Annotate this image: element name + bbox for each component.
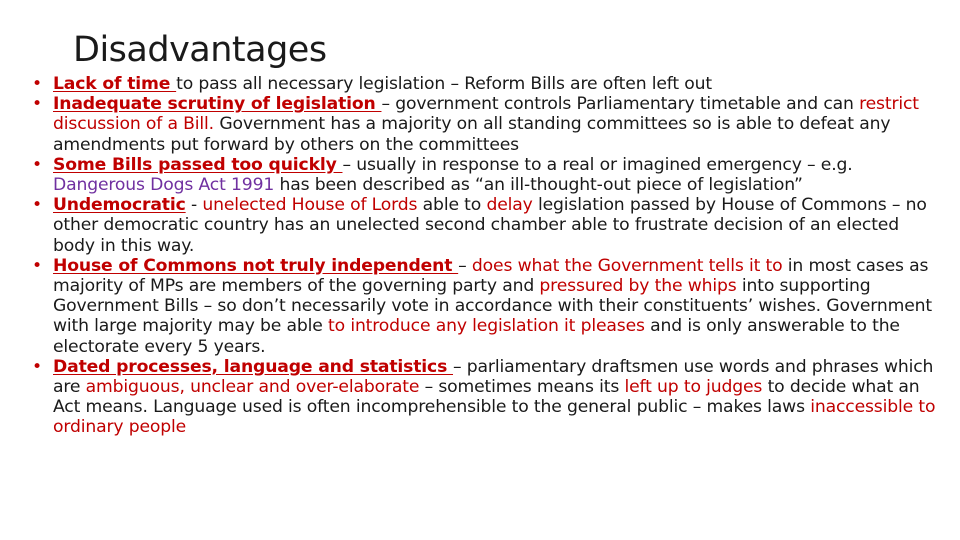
highlight-text: unelected House of Lords	[202, 195, 418, 216]
bullet-text: to pass all necessary legislation – Reform Bills are often left out	[176, 74, 713, 94]
bullet-heading: Dated processes, language and statistics	[53, 356, 453, 377]
highlight-text: restrict discussion of a Bill.	[53, 94, 919, 135]
bullet-dot-icon: •	[32, 356, 42, 377]
bullet-item-passed-too-quickly	[32, 155, 937, 195]
highlight-text: delay	[486, 195, 533, 216]
bullet-heading: Inadequate scrutiny of legislation	[53, 94, 382, 115]
highlight-text: to introduce any legislation it pleases	[328, 316, 645, 337]
bullet-item-commons-not-independent	[32, 256, 937, 357]
bullet-item-lack-of-time	[32, 74, 937, 94]
highlight-text: pressured by the whips	[539, 276, 737, 297]
slide-title: Disadvantages	[73, 30, 327, 70]
bullet-heading: House of Commons not truly independent	[53, 255, 459, 276]
bullet-text: to decide what an Act means. Language used is often incomprehensible to the general public – makes laws	[53, 377, 920, 418]
bullet-text: in most cases as majority of MPs are members of the governing party and	[53, 255, 929, 297]
bullet-heading: Lack of time	[53, 74, 177, 94]
bullet-text: into supporting Government Bills – so don’t necessarily vote in accordance with their constituents’ wishes. Government with large majority may be able	[53, 276, 932, 337]
bullet-text: –	[458, 255, 472, 276]
bullet-item-inadequate-scrutiny	[32, 94, 937, 155]
bullet-dot-icon: •	[32, 154, 42, 175]
bullet-dot-icon: •	[32, 255, 42, 276]
example-text: Dangerous Dogs Act 1991	[53, 175, 275, 196]
bullet-item-undemocratic	[32, 195, 937, 256]
bullet-heading: Some Bills passed too quickly	[53, 154, 343, 175]
bullet-text: Government has a majority on all standing committees so is able to defeat any amendments put forward by others on the committees	[53, 114, 891, 155]
bullet-text: – usually in response to a real or imagined emergency – e.g.	[342, 154, 853, 175]
highlight-text: does what the Government tells it to	[471, 255, 783, 276]
bullet-dot-icon: •	[32, 195, 42, 216]
highlight-text: ambiguous, unclear and over-elaborate	[85, 377, 420, 398]
bullet-heading: Undemocratic	[53, 195, 186, 216]
highlight-text: left up to judges	[624, 377, 763, 398]
bullet-text: – government controls Parliamentary timetable and can	[381, 94, 860, 115]
bullet-text: -	[185, 195, 203, 216]
bullet-text: – sometimes means its	[419, 377, 625, 398]
bullet-text: legislation passed by House of Commons – no other democratic country has an unelected second chamber able to frustrate decision of an elected body in this way.	[53, 195, 927, 256]
bullet-item-dated-processes	[32, 357, 937, 438]
highlight-text: inaccessible to ordinary people	[53, 397, 936, 438]
bullet-text: – parliamentary draftsmen use words and phrases which are	[53, 356, 934, 398]
bullet-text: has been described as “an ill-thought-out piece of legislation”	[274, 175, 803, 196]
bullet-text: and is only answerable to the electorate every 5 years.	[53, 316, 900, 357]
bullet-dot-icon: •	[32, 94, 42, 115]
bullet-dot-icon: •	[32, 74, 42, 94]
bullet-list	[32, 74, 937, 438]
bullet-text: able to	[417, 195, 487, 216]
